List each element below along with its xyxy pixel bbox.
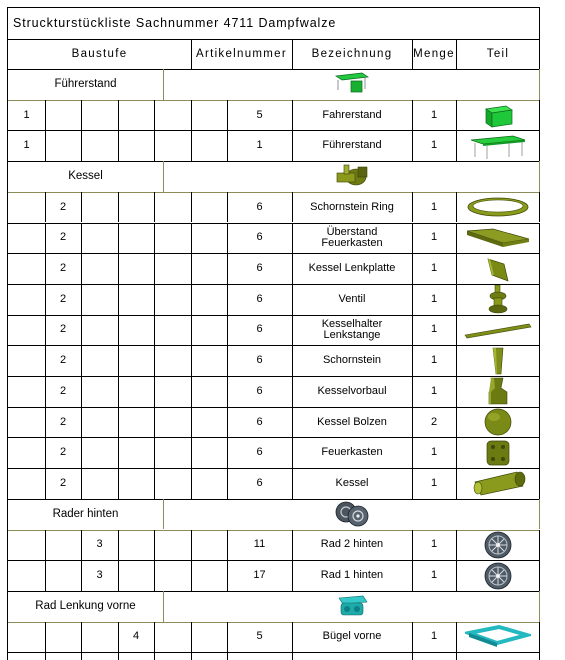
grid-line [227, 192, 228, 223]
front-steering-icon [163, 591, 540, 622]
grid-line [191, 437, 192, 468]
grid-line [539, 69, 540, 100]
grid-line [154, 130, 155, 161]
grid-line [191, 560, 192, 591]
menge-cell: 1 [430, 200, 438, 213]
grid-line [292, 223, 293, 254]
header-menge: Menge [413, 47, 455, 60]
grid-line [539, 223, 540, 254]
grid-line [191, 622, 192, 653]
grid-line [456, 468, 457, 499]
baustufe-cell: 2 [59, 292, 67, 305]
grid-line [154, 560, 155, 591]
grid-line [539, 468, 540, 499]
artikelnummer-cell: 1 [256, 139, 263, 152]
grid-line [191, 530, 192, 561]
driver-cab-green-icon [163, 69, 540, 100]
artikelnummer-cell: 5 [256, 630, 263, 643]
grid-line [539, 407, 540, 438]
group-label: Rader hinten [52, 507, 119, 520]
bezeichnung-cell: Überstand Feuerkasten [321, 225, 383, 249]
grid-line [456, 407, 457, 438]
baustufe-cell: 2 [59, 354, 67, 367]
grid-line [45, 315, 46, 346]
grid-line [8, 345, 540, 346]
grid-line [412, 192, 413, 223]
bezeichnung-cell: Schornstein Ring [310, 200, 394, 213]
grid-line [412, 315, 413, 346]
grid-line [227, 376, 228, 407]
grid-line [227, 437, 228, 468]
artikelnummer-cell: 6 [256, 384, 263, 397]
grid-line [118, 345, 119, 376]
grid-line [81, 100, 82, 131]
grid-line [8, 192, 540, 193]
grid-line [227, 100, 228, 131]
grid-line [45, 468, 46, 499]
group-label: Kessel [68, 169, 103, 182]
grid-line [154, 345, 155, 376]
grid-line [191, 345, 192, 376]
menge-cell: 1 [430, 262, 438, 275]
grid-line [8, 376, 540, 377]
artikelnummer-cell: 5 [256, 108, 263, 121]
grid-line [292, 345, 293, 376]
artikelnummer-cell: 6 [256, 354, 263, 367]
baustufe-cell: 2 [59, 231, 67, 244]
wheel-icon [456, 560, 540, 591]
grid-line [154, 468, 155, 499]
grid-line [456, 560, 457, 591]
grid-line [163, 499, 164, 530]
grid-line [191, 192, 192, 223]
grid-line [412, 376, 413, 407]
steering-plate-icon [456, 253, 540, 284]
grid-line [154, 530, 155, 561]
grid-line [163, 161, 164, 192]
grid-line [456, 284, 457, 315]
artikelnummer-cell: 6 [256, 476, 263, 489]
grid-line [8, 161, 540, 162]
bezeichnung-cell: Kesselvorbaul [317, 384, 387, 397]
baustufe-cell: 2 [59, 200, 67, 213]
artikelnummer-cell: 6 [256, 446, 263, 459]
grid-line [154, 622, 155, 653]
group-label: Führerstand [54, 77, 117, 90]
grid-line [8, 130, 540, 131]
grid-line [227, 253, 228, 284]
bezeichnung-cell: Ventil [338, 292, 366, 305]
bezeichnung-cell: Führerstand [322, 139, 382, 152]
parts-list-table [7, 7, 540, 660]
grid-line [227, 530, 228, 561]
grid-line [118, 253, 119, 284]
grid-line [45, 192, 46, 223]
grid-line [191, 39, 192, 69]
grid-line [8, 223, 540, 224]
grid-line [456, 192, 457, 223]
grid-line [118, 284, 119, 315]
grid-line [191, 315, 192, 346]
green-box-icon [456, 100, 540, 131]
grid-line [456, 39, 457, 69]
grid-line [292, 315, 293, 346]
plate-overhang-icon [456, 223, 540, 254]
grid-line [191, 407, 192, 438]
grid-line [191, 376, 192, 407]
menge-cell: 1 [430, 538, 438, 551]
grid-line [412, 345, 413, 376]
grid-line [45, 530, 46, 561]
grid-line [45, 223, 46, 254]
grid-line [456, 253, 457, 284]
artikelnummer-cell: 6 [256, 200, 263, 213]
grid-line [154, 100, 155, 131]
grid-line [81, 223, 82, 254]
grid-line [412, 560, 413, 591]
grid-line [539, 376, 540, 407]
grid-line [412, 100, 413, 131]
grid-line [8, 499, 540, 500]
grid-line [412, 407, 413, 438]
grid-line [412, 530, 413, 561]
document-title: Struckturstückliste Sachnummer 4711 Dampfwalze [13, 16, 337, 30]
bolt-disc-icon [456, 407, 540, 438]
grid-line [292, 192, 293, 223]
grid-line [118, 560, 119, 591]
grid-line [118, 468, 119, 499]
grid-line [154, 253, 155, 284]
bezeichnung-cell: Bügel vorne [322, 630, 382, 643]
grid-line [539, 192, 540, 223]
grid-line [539, 130, 540, 161]
green-canopy-icon [456, 130, 540, 161]
grid-line [292, 253, 293, 284]
grid-line [45, 622, 46, 653]
grid-line [292, 437, 293, 468]
baustufe-cell: 1 [23, 108, 30, 121]
grid-line [118, 530, 119, 561]
artikelnummer-cell: 6 [256, 415, 263, 428]
grid-line [8, 69, 540, 70]
grid-line [539, 161, 540, 192]
grid-line [292, 407, 293, 438]
grid-line [8, 315, 540, 316]
baustufe-cell: 2 [59, 415, 67, 428]
grid-line [118, 100, 119, 131]
grid-line [456, 315, 457, 346]
grid-line [539, 8, 540, 69]
grid-line [227, 345, 228, 376]
grid-line [81, 345, 82, 376]
grid-line [539, 530, 540, 561]
grid-line [412, 130, 413, 161]
group-label: Rad Lenkung vorne [35, 599, 136, 612]
grid-line [456, 100, 457, 131]
bezeichnung-cell: Kessel [335, 476, 369, 489]
grid-line [45, 284, 46, 315]
menge-cell: 1 [430, 384, 438, 397]
grid-line [292, 622, 293, 653]
artikelnummer-cell: 6 [256, 231, 263, 244]
header-bezeichnung: Bezeichnung [311, 47, 393, 60]
grid-line [45, 253, 46, 284]
grid-line [539, 560, 540, 591]
grid-line [8, 530, 540, 531]
bezeichnung-cell: Rad 2 hinten [320, 538, 384, 551]
grid-line [539, 345, 540, 376]
grid-line [539, 622, 540, 653]
artikelnummer-cell: 6 [256, 262, 263, 275]
grid-line [45, 407, 46, 438]
grid-line [292, 376, 293, 407]
boiler-assembly-icon [163, 161, 540, 192]
grid-line [8, 591, 540, 592]
grid-line [292, 100, 293, 131]
grid-line [118, 622, 119, 653]
grid-line [412, 253, 413, 284]
grid-line [412, 39, 413, 69]
grid-line [191, 253, 192, 284]
grid-line [81, 530, 82, 561]
grid-line [45, 130, 46, 161]
grid-line [456, 223, 457, 254]
grid-line [154, 376, 155, 407]
grid-line [456, 530, 457, 561]
grid-line [227, 284, 228, 315]
bezeichnung-cell: Kesselhalter Lenkstange [321, 317, 383, 341]
grid-line [81, 437, 82, 468]
grid-line [118, 376, 119, 407]
grid-line [412, 622, 413, 653]
grid-line [81, 622, 82, 653]
grid-line [191, 468, 192, 499]
grid-line [8, 652, 540, 653]
bezeichnung-cell: Fahrerstand [322, 108, 382, 121]
grid-line [227, 130, 228, 161]
bezeichnung-cell: Kessel Lenkplatte [308, 262, 396, 275]
bezeichnung-cell: Feuerkasten [321, 446, 383, 459]
grid-line [292, 39, 293, 69]
chimney-icon [456, 345, 540, 376]
grid-line [81, 192, 82, 223]
grid-line [81, 468, 82, 499]
grid-line [191, 100, 192, 131]
grid-line [456, 437, 457, 468]
grid-line [539, 437, 540, 468]
menge-cell: 1 [430, 354, 438, 367]
grid-line [81, 130, 82, 161]
baustufe-cell: 2 [59, 476, 67, 489]
grid-line [118, 130, 119, 161]
grid-line [163, 591, 164, 622]
grid-line [292, 284, 293, 315]
grid-line [118, 192, 119, 223]
ring-icon [456, 192, 540, 223]
artikelnummer-cell: 17 [253, 569, 266, 582]
baustufe-cell: 1 [23, 139, 30, 152]
grid-line [539, 315, 540, 346]
grid-line [292, 468, 293, 499]
grid-line [154, 315, 155, 346]
grid-line [154, 407, 155, 438]
grid-line [154, 223, 155, 254]
grid-line [539, 253, 540, 284]
grid-line [163, 69, 164, 100]
firebox-icon [456, 437, 540, 468]
menge-cell: 1 [430, 446, 438, 459]
grid-line [154, 437, 155, 468]
grid-line [412, 223, 413, 254]
grid-line [412, 468, 413, 499]
grid-line [8, 437, 540, 438]
menge-cell: 2 [430, 415, 438, 428]
grid-line [81, 284, 82, 315]
grid-line [154, 284, 155, 315]
bezeichnung-cell: Schornstein [322, 354, 382, 367]
grid-line [8, 100, 540, 101]
grid-line [456, 622, 457, 653]
grid-line [154, 192, 155, 223]
grid-line [45, 376, 46, 407]
grid-line [539, 100, 540, 131]
baustufe-cell: 4 [132, 630, 140, 643]
grid-line [539, 591, 540, 622]
grid-line [456, 130, 457, 161]
grid-line [8, 39, 540, 40]
baustufe-cell: 2 [59, 323, 67, 336]
grid-line [292, 130, 293, 161]
artikelnummer-cell: 11 [253, 538, 266, 551]
grid-line [412, 284, 413, 315]
grid-line [456, 376, 457, 407]
grid-line [8, 284, 540, 285]
grid-line [292, 530, 293, 561]
grid-line [118, 315, 119, 346]
grid-line [45, 560, 46, 591]
grid-line [81, 407, 82, 438]
grid-line [45, 100, 46, 131]
menge-cell: 1 [430, 323, 438, 336]
grid-line [45, 345, 46, 376]
header-baustufe: Baustufe [71, 47, 128, 60]
grid-line [118, 407, 119, 438]
boiler-front-icon [456, 376, 540, 407]
baustufe-cell: 2 [59, 384, 67, 397]
baustufe-cell: 2 [59, 446, 67, 459]
grid-line [8, 407, 540, 408]
menge-cell: 1 [430, 569, 438, 582]
header-artikelnummer: Artikelnummer [195, 47, 288, 60]
grid-line [191, 223, 192, 254]
grid-line [8, 253, 540, 254]
grid-line [412, 437, 413, 468]
grid-line [539, 499, 540, 530]
menge-cell: 1 [430, 476, 438, 489]
grid-line [227, 560, 228, 591]
grid-line [45, 437, 46, 468]
grid-line [227, 315, 228, 346]
artikelnummer-cell: 6 [256, 292, 263, 305]
grid-line [8, 622, 540, 623]
grid-line [81, 376, 82, 407]
grid-line [456, 345, 457, 376]
baustufe-cell: 3 [96, 569, 103, 582]
grid-line [227, 407, 228, 438]
bezeichnung-cell: Rad 1 hinten [320, 569, 384, 582]
cyan-frame-icon [456, 622, 540, 653]
grid-line [292, 560, 293, 591]
rod-icon [456, 315, 540, 346]
grid-line [8, 560, 540, 561]
baustufe-cell: 3 [96, 538, 103, 551]
grid-line [8, 468, 540, 469]
grid-line [539, 284, 540, 315]
grid-line [118, 437, 119, 468]
menge-cell: 1 [430, 231, 438, 244]
baustufe-cell: 2 [59, 262, 67, 275]
grid-line [227, 468, 228, 499]
rear-wheels-icon [163, 499, 540, 530]
artikelnummer-cell: 6 [256, 323, 263, 336]
grid-line [118, 223, 119, 254]
grid-line [81, 315, 82, 346]
menge-cell: 1 [430, 292, 438, 305]
grid-line [191, 284, 192, 315]
wheel-icon [456, 530, 540, 561]
boiler-cylinder-icon [456, 468, 540, 499]
grid-line [191, 130, 192, 161]
valve-icon [456, 284, 540, 315]
bezeichnung-cell: Kessel Bolzen [317, 415, 387, 428]
grid-line [227, 223, 228, 254]
header-teil: Teil [486, 47, 510, 60]
grid-line [81, 560, 82, 591]
grid-line [227, 622, 228, 653]
menge-cell: 1 [430, 630, 438, 643]
menge-cell: 1 [430, 139, 438, 152]
grid-line [81, 253, 82, 284]
menge-cell: 1 [430, 108, 438, 121]
